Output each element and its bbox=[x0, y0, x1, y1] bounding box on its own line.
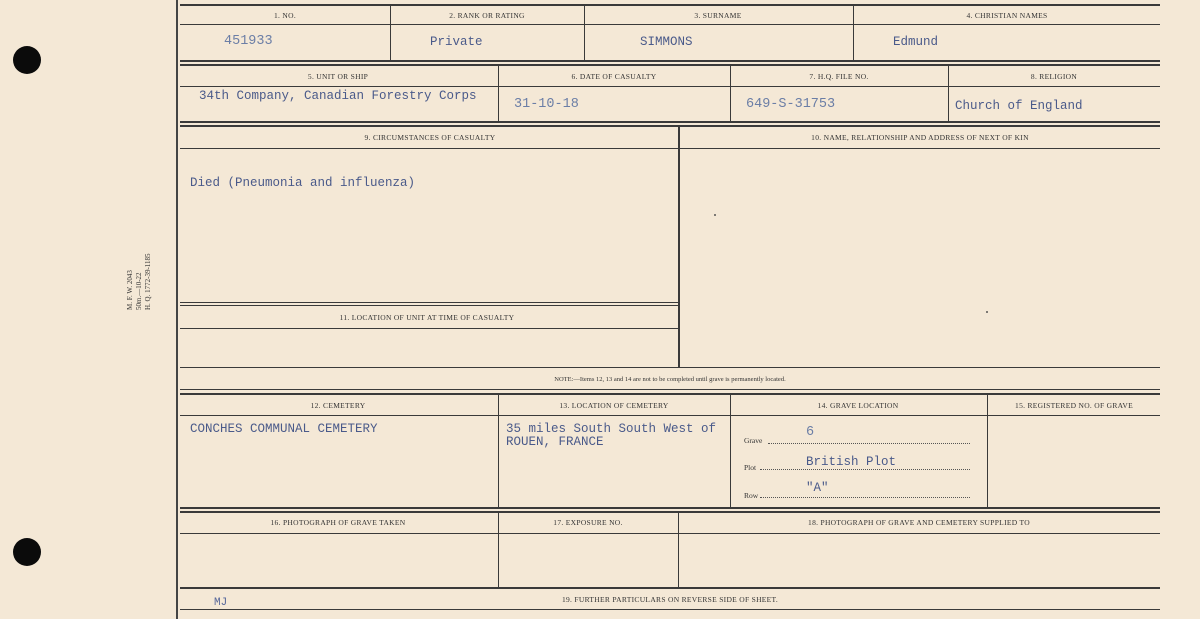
rule bbox=[180, 60, 1160, 62]
value-surname: SIMMONS bbox=[640, 35, 693, 49]
rule bbox=[730, 393, 731, 508]
label-religion: 8. RELIGION bbox=[1030, 72, 1078, 81]
rule bbox=[180, 125, 1160, 127]
label-cemetery: 12. CEMETERY bbox=[310, 401, 366, 410]
rule bbox=[730, 64, 731, 122]
form-code bbox=[126, 253, 153, 310]
value-row: "A" bbox=[806, 481, 829, 495]
dotted-rule bbox=[760, 469, 970, 470]
value-no: 451933 bbox=[224, 34, 273, 49]
label-photo-supplied: 18. PHOTOGRAPH OF GRAVE AND CEMETERY SUPPLIED TO bbox=[808, 518, 1030, 527]
label-next-of-kin: 10. NAME, RELATIONSHIP AND ADDRESS OF NEXT OF KIN bbox=[811, 133, 1029, 142]
value-grave: 6 bbox=[806, 425, 815, 440]
rule bbox=[180, 64, 1160, 66]
form-code-line1: M. F. W. 2043 bbox=[126, 270, 134, 310]
rule bbox=[180, 609, 1160, 610]
rule bbox=[180, 24, 1160, 25]
rule bbox=[853, 4, 854, 61]
rule bbox=[678, 125, 680, 368]
rule bbox=[678, 511, 679, 588]
speck bbox=[714, 214, 716, 216]
label-unit: 5. UNIT OR SHIP bbox=[307, 72, 369, 81]
rule bbox=[987, 393, 988, 508]
dotted-rule bbox=[760, 497, 970, 498]
label-row: Row bbox=[744, 491, 759, 500]
rule bbox=[180, 393, 1160, 395]
value-christian-names: Edmund bbox=[893, 35, 939, 49]
value-date: 31-10-18 bbox=[514, 97, 579, 112]
label-grave-location: 14. GRAVE LOCATION bbox=[817, 401, 899, 410]
rule bbox=[584, 4, 585, 61]
dotted-rule bbox=[768, 443, 970, 444]
label-circumstances: 9. CIRCUMSTANCES OF CASUALTY bbox=[364, 133, 496, 142]
label-surname: 3. SURNAME bbox=[694, 11, 742, 20]
label-registered-no: 15. REGISTERED NO. OF GRAVE bbox=[1015, 401, 1133, 410]
rule bbox=[180, 86, 1160, 87]
rule bbox=[180, 533, 1160, 534]
rule bbox=[180, 328, 678, 329]
rule bbox=[180, 389, 1160, 390]
label-christian-names: 4. CHRISTIAN NAMES bbox=[966, 11, 1048, 20]
label-location-unit: 11. LOCATION OF UNIT AT TIME OF CASUALTY bbox=[339, 313, 515, 322]
value-religion: Church of England bbox=[955, 99, 1083, 113]
value-location-line2: ROUEN, FRANCE bbox=[506, 435, 604, 449]
rule bbox=[180, 367, 1160, 368]
rule bbox=[180, 302, 678, 303]
punch-hole-top bbox=[13, 46, 41, 74]
rule bbox=[180, 415, 1160, 416]
value-hq-file: 649-S-31753 bbox=[746, 97, 836, 112]
label-further-particulars: 19. FURTHER PARTICULARS ON REVERSE SIDE OF SHEET. bbox=[561, 595, 779, 604]
label-exposure: 17. EXPOSURE NO. bbox=[553, 518, 623, 527]
value-initials: MJ bbox=[214, 597, 228, 609]
rule bbox=[180, 587, 1160, 589]
value-plot: British Plot bbox=[806, 455, 897, 469]
value-circumstances: Died (Pneumonia and influenza) bbox=[190, 176, 416, 190]
form-code-line2: 50m.—10-22 bbox=[135, 272, 143, 310]
label-hq-file: 7. H.Q. FILE NO. bbox=[809, 72, 869, 81]
rule bbox=[180, 148, 1160, 149]
value-rank: Private bbox=[430, 35, 483, 49]
rule bbox=[948, 64, 949, 122]
rule bbox=[180, 305, 678, 306]
label-date: 6. DATE OF CASUALTY bbox=[571, 72, 657, 81]
label-plot: Plot bbox=[744, 463, 757, 472]
label-grave: Grave bbox=[744, 436, 763, 445]
rule bbox=[498, 511, 499, 588]
label-no: 1. NO. bbox=[273, 11, 297, 20]
rule bbox=[390, 4, 391, 61]
label-photo-taken: 16. PHOTOGRAPH OF GRAVE TAKEN bbox=[270, 518, 406, 527]
value-cemetery: CONCHES COMMUNAL CEMETERY bbox=[190, 422, 378, 436]
value-unit: 34th Company, Canadian Forestry Corps bbox=[199, 89, 477, 103]
value-location-line1: 35 miles South South West of bbox=[506, 422, 717, 436]
speck bbox=[986, 311, 988, 313]
rule bbox=[180, 511, 1160, 513]
margin-rule bbox=[176, 0, 178, 619]
rule bbox=[180, 121, 1160, 123]
punch-hole-bottom bbox=[13, 538, 41, 566]
note-text: NOTE:—Items 12, 13 and 14 are not to be completed until grave is permanently located. bbox=[554, 376, 786, 383]
rule bbox=[498, 393, 499, 508]
label-location-cemetery: 13. LOCATION OF CEMETERY bbox=[559, 401, 669, 410]
rule bbox=[180, 4, 1160, 6]
rule bbox=[498, 64, 499, 122]
form-code-line3: H. Q. 1772-39-1185 bbox=[144, 253, 152, 310]
rule bbox=[180, 507, 1160, 509]
label-rank: 2. RANK OR RATING bbox=[449, 11, 525, 20]
